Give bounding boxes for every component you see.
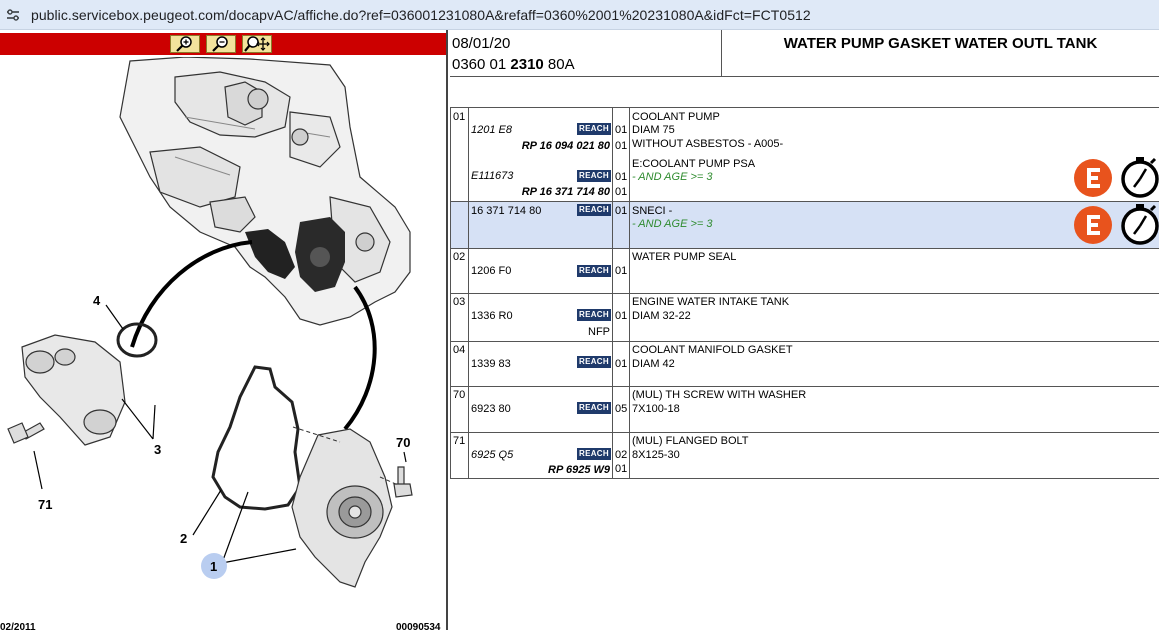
line-cell <box>451 249 469 293</box>
quantity: 02 <box>615 449 628 461</box>
diagram-label-71[interactable]: 71 <box>38 497 53 512</box>
quantity: 01 <box>615 186 628 198</box>
part-description: DIAM 42 <box>632 358 675 370</box>
ref-cell <box>469 202 613 248</box>
table-row[interactable] <box>451 342 1159 387</box>
reach-badge: REACH <box>577 309 611 321</box>
line-cell <box>451 108 469 201</box>
part-ref-rp[interactable]: RP 16 094 021 80 <box>521 140 610 152</box>
table-row[interactable] <box>451 249 1159 294</box>
part-description: SNECI - <box>632 205 673 217</box>
part-description: (MUL) FLANGED BOLT <box>632 435 749 447</box>
exploded-parts-diagram <box>0 57 446 630</box>
part-ref[interactable]: 16 371 714 80 <box>471 205 542 217</box>
diagram-label-1[interactable]: 1 <box>210 559 218 574</box>
labour-time-icon[interactable] <box>1120 203 1159 245</box>
diagram-date: 02/2011 <box>0 622 36 630</box>
url-text[interactable]: public.servicebox.peugeot.com/docapvAC/affiche.do?ref=036001231080A&refaff=0360%2001%20231080A&idFct=FCT0512 <box>31 6 811 23</box>
desc-cell <box>630 342 1159 386</box>
reach-badge: REACH <box>577 402 611 414</box>
line-number: 70 <box>453 389 466 401</box>
header-date: 08/01/20 <box>452 35 511 52</box>
reach-badge: REACH <box>577 356 611 368</box>
zoom-move-button[interactable] <box>242 35 272 53</box>
part-description: DIAM 32-22 <box>632 310 691 322</box>
reach-badge: REACH <box>577 170 611 182</box>
qty-cell <box>613 249 630 293</box>
th-screw-part <box>394 467 412 497</box>
zoom-out-button[interactable] <box>206 35 236 53</box>
water-pump-gasket-part <box>213 367 300 509</box>
quantity: 05 <box>615 403 628 415</box>
table-row-selected[interactable] <box>451 202 1159 249</box>
part-description: 7X100-18 <box>632 403 680 415</box>
line-number: 02 <box>453 251 466 263</box>
part-description: COOLANT MANIFOLD GASKET <box>632 344 793 356</box>
reach-badge: REACH <box>577 123 611 135</box>
page-title: WATER PUMP GASKET WATER OUTL TANK <box>783 35 1098 52</box>
part-description: E:COOLANT PUMP PSA <box>632 158 756 170</box>
ref-cell <box>469 249 613 293</box>
part-ref[interactable]: 1336 R0 <box>471 310 513 322</box>
table-row[interactable] <box>451 433 1159 479</box>
flanged-bolt-part <box>8 423 44 443</box>
part-description: 8X125-30 <box>632 449 680 461</box>
quantity: 01 <box>615 140 628 152</box>
part-ref[interactable]: 1339 83 <box>471 358 511 370</box>
quantity: 01 <box>615 310 628 322</box>
part-ref[interactable]: E111673 <box>471 170 514 182</box>
parts-panel <box>450 30 1159 630</box>
line-cell <box>451 294 469 341</box>
quantity: 01 <box>615 124 628 136</box>
reach-badge: REACH <box>577 204 611 216</box>
qty-cell <box>613 108 630 201</box>
header-ref <box>452 56 575 73</box>
header-ref-suffix: 80A <box>543 56 575 73</box>
quantity: 01 <box>615 463 628 475</box>
part-ref-rp[interactable]: RP 16 371 714 80 <box>521 186 610 198</box>
header-ref-bold: 2310 <box>510 56 544 73</box>
qty-cell <box>613 202 630 248</box>
quantity: 01 <box>615 265 628 277</box>
diagram-toolbar <box>0 33 446 55</box>
ref-cell <box>469 108 613 201</box>
diagram-label-4[interactable]: 4 <box>93 293 101 308</box>
line-cell <box>451 433 469 478</box>
part-description: DIAM 75 <box>632 124 675 136</box>
header-bottom-rule <box>450 76 1159 77</box>
desc-cell <box>630 294 1159 341</box>
ref-cell <box>469 342 613 386</box>
part-description: WATER PUMP SEAL <box>632 251 737 263</box>
line-number: 01 <box>453 111 466 123</box>
line-number: 03 <box>453 296 466 308</box>
part-description: WITHOUT ASBESTOS - A005- <box>632 138 784 150</box>
water-pump-part <box>292 429 392 587</box>
ref-cell <box>469 294 613 341</box>
line-cell <box>451 387 469 432</box>
table-row[interactable] <box>451 108 1159 202</box>
part-ref[interactable]: 6923 80 <box>471 403 511 415</box>
zoom-in-icon <box>174 36 196 52</box>
condition-text: - AND AGE >= 3 <box>632 171 713 183</box>
table-row[interactable] <box>451 387 1159 433</box>
part-description: (MUL) TH SCREW WITH WASHER <box>632 389 807 401</box>
quantity: 01 <box>615 171 628 183</box>
quantity: 01 <box>615 358 628 370</box>
diagram-label-2[interactable]: 2 <box>180 531 188 546</box>
zoom-out-icon <box>210 36 232 52</box>
e-catalog-icon[interactable] <box>1073 158 1113 198</box>
desc-cell <box>630 387 1159 432</box>
qty-cell <box>613 433 630 478</box>
ref-cell <box>469 387 613 432</box>
desc-cell <box>630 433 1159 478</box>
header-ref-prefix: 0360 01 <box>452 56 511 73</box>
part-description: ENGINE WATER INTAKE TANK <box>632 296 790 308</box>
diagram-panel <box>0 30 448 630</box>
line-number: 04 <box>453 344 466 356</box>
line-cell <box>451 342 469 386</box>
part-description: COOLANT PUMP <box>632 111 720 123</box>
line-number: 71 <box>453 435 466 447</box>
site-info-icon[interactable] <box>2 4 24 26</box>
labour-time-icon[interactable] <box>1120 156 1159 198</box>
line-cell <box>451 202 469 248</box>
zoom-move-icon <box>244 36 270 52</box>
leader-curve-left <box>132 242 252 347</box>
reach-badge: REACH <box>577 448 611 460</box>
ref-cell <box>469 433 613 478</box>
desc-cell <box>630 249 1159 293</box>
diagram-ref: 00090534 <box>396 622 441 630</box>
condition-text: - AND AGE >= 3 <box>632 218 713 230</box>
quantity: 01 <box>615 205 628 217</box>
engine-block-drawing <box>120 57 410 325</box>
parts-table <box>450 107 1159 479</box>
desc-cell <box>630 108 1159 201</box>
part-ref-rp[interactable]: RP 6925 W9 <box>548 464 610 476</box>
part-ref[interactable]: 1201 E8 <box>471 124 512 136</box>
diagram-label-3[interactable]: 3 <box>154 442 162 457</box>
nfp-note: NFP <box>588 326 610 338</box>
e-catalog-icon[interactable] <box>1073 205 1113 245</box>
qty-cell <box>613 294 630 341</box>
zoom-in-button[interactable] <box>170 35 200 53</box>
qty-cell <box>613 342 630 386</box>
desc-cell <box>630 202 1159 248</box>
part-ref[interactable]: 6925 Q5 <box>471 449 514 461</box>
qty-cell <box>613 387 630 432</box>
table-row[interactable] <box>451 294 1159 342</box>
reach-badge: REACH <box>577 265 611 277</box>
diagram-label-70[interactable]: 70 <box>396 435 411 450</box>
part-ref[interactable]: 1206 F0 <box>471 265 512 277</box>
address-bar[interactable] <box>0 0 1159 30</box>
